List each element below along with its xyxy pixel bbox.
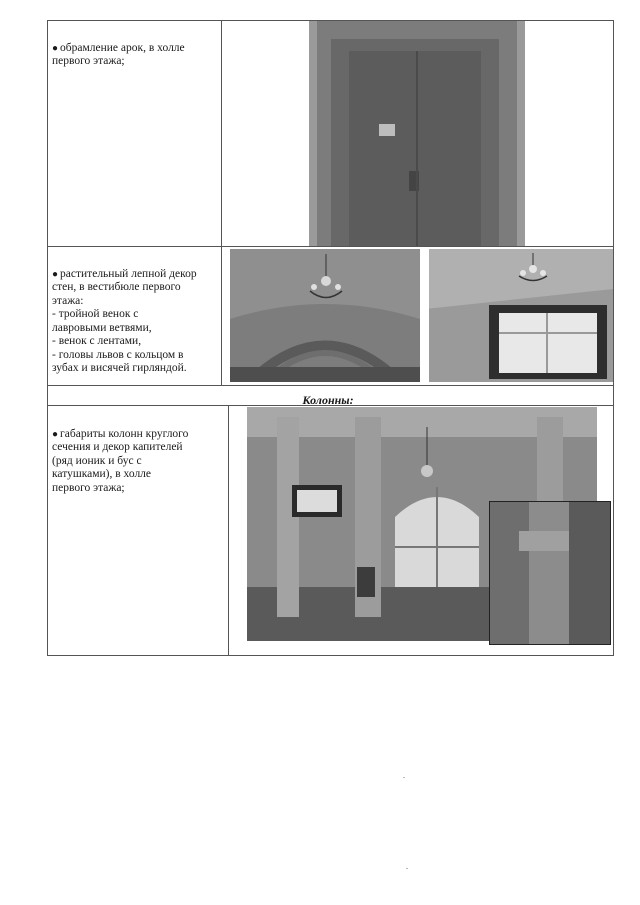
row-text: обрамление арок, в холле первого этажа;	[52, 41, 185, 67]
column-capital-photo	[489, 501, 611, 645]
row-text: габариты колонн круглого сечения и декор капителей (ряд ионик и бус с катушками), в холле первого этажа;	[52, 427, 189, 494]
table-row	[52, 28, 185, 69]
row-divider	[47, 385, 614, 386]
scan-speck	[406, 868, 408, 869]
ceiling-decor-photo	[230, 249, 420, 382]
bullet-icon: ●	[52, 428, 59, 440]
arch-frame-photo	[309, 21, 525, 246]
wall-decor-photo	[425, 249, 613, 382]
row-divider	[47, 246, 614, 247]
table-row	[52, 414, 188, 495]
scan-speck	[403, 777, 405, 778]
section-heading: Колонны:	[302, 393, 354, 407]
row-text: растительный лепной декор стен, в вестибюле первого этажа: - тройной венок с лавровыми ветвями, - венок с лентами, - головы львов с кольцом в зубах и висячей гирляндой.	[52, 267, 197, 374]
table-row	[52, 254, 197, 376]
bullet-icon: ●	[52, 268, 59, 280]
column-divider	[221, 20, 222, 386]
column-divider	[228, 405, 229, 656]
bullet-icon: ●	[52, 42, 59, 54]
